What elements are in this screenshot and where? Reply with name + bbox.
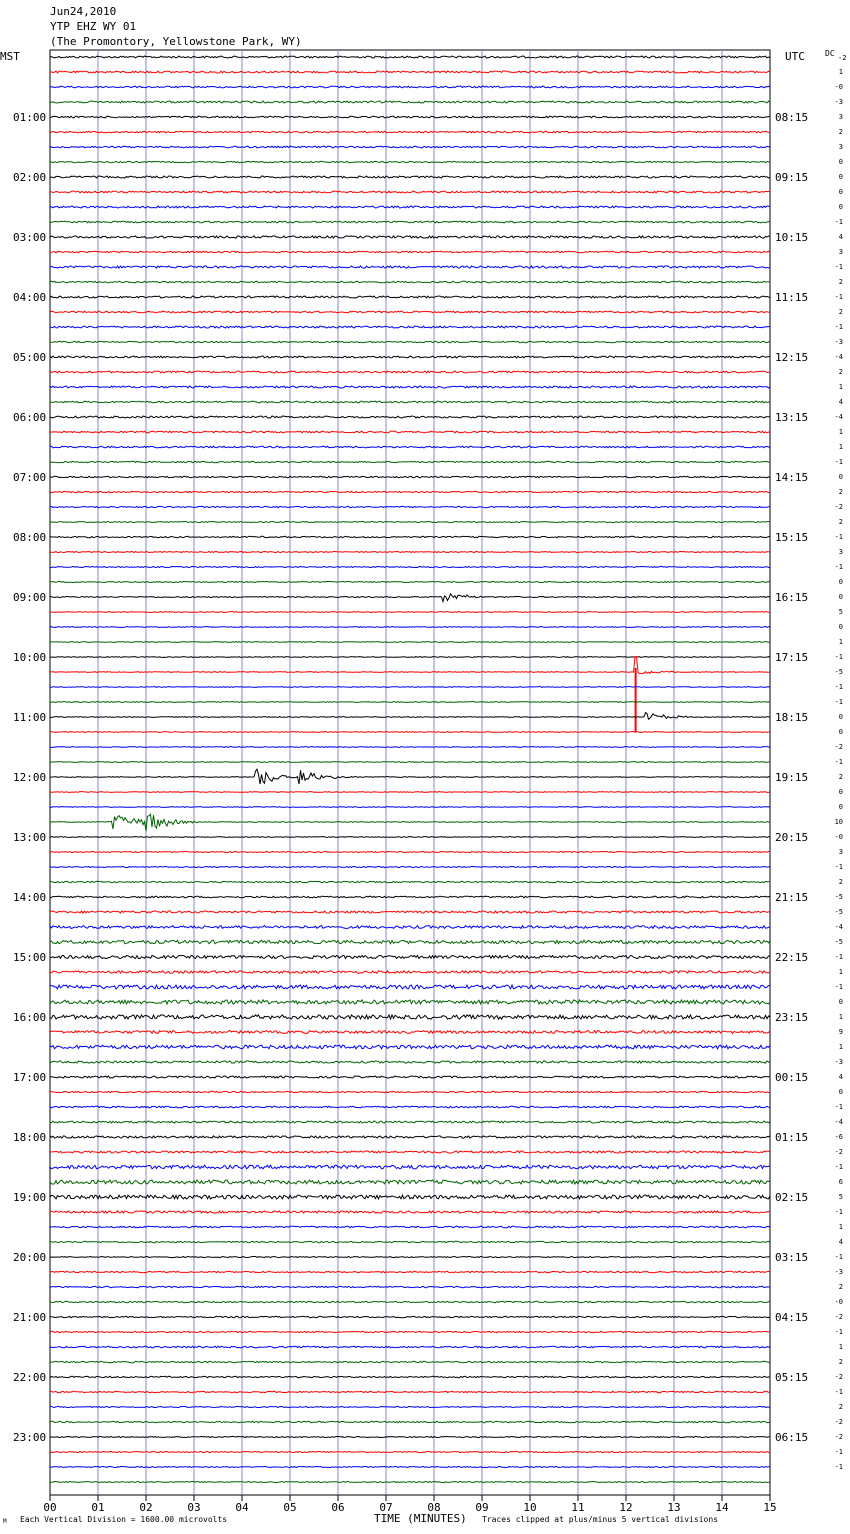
- dc-offset-value: -1: [834, 533, 844, 541]
- footer-left-mark: M: [3, 1518, 7, 1525]
- trace-row: [50, 713, 770, 720]
- dc-offset-value: 0: [838, 803, 844, 811]
- trace-row: [50, 985, 770, 989]
- dc-offset-value: -5: [834, 893, 844, 901]
- trace-row: [50, 1286, 770, 1287]
- mst-hour-label: 23:00: [13, 1431, 47, 1444]
- dc-offset-value: -1: [834, 983, 844, 991]
- dc-offset-value: 1: [838, 968, 844, 976]
- trace-row: [50, 191, 770, 193]
- dc-offset-value: -1: [834, 293, 844, 301]
- trace-row: [50, 551, 770, 552]
- utc-hour-label: 21:15: [775, 891, 809, 904]
- dc-offset-value: -1: [834, 1208, 844, 1216]
- x-tick-label: 13: [667, 1501, 681, 1514]
- trace-row: [50, 1451, 770, 1452]
- trace-row: [50, 657, 770, 674]
- x-tick-label: 10: [523, 1501, 537, 1514]
- x-tick-label: 04: [235, 1501, 249, 1514]
- dc-offset-value: 2: [838, 368, 844, 376]
- dc-offset-value: 4: [838, 1238, 844, 1246]
- trace-row: [50, 161, 770, 162]
- utc-hour-label: 02:15: [775, 1191, 809, 1204]
- trace-row: [50, 1466, 770, 1467]
- trace-row: [50, 1481, 770, 1482]
- dc-offset-value: 10: [834, 818, 844, 826]
- utc-hour-label: 15:15: [775, 531, 809, 544]
- trace-row: [50, 1391, 770, 1392]
- dc-offset-value: 2: [838, 878, 844, 886]
- trace-row: [50, 837, 770, 838]
- trace-row: [50, 807, 770, 808]
- x-tick-label: 00: [43, 1501, 57, 1514]
- dc-offset-value: 1: [838, 428, 844, 436]
- dc-offset-value: 0: [838, 173, 844, 181]
- scale-note: Each Vertical Division = 1600.00 microvolts: [20, 1515, 228, 1524]
- dc-offset-value: 0: [838, 203, 844, 211]
- trace-row: [50, 1436, 770, 1437]
- dc-offset-value: -2: [834, 743, 844, 751]
- trace-row: [50, 1045, 770, 1049]
- utc-hour-label: 13:15: [775, 411, 809, 424]
- trace-row: [50, 1000, 770, 1004]
- trace-row: [50, 1316, 770, 1317]
- trace-row: [50, 341, 770, 342]
- trace-row: [50, 266, 770, 268]
- trace-row: [50, 461, 770, 462]
- left-timezone-label: MST: [0, 50, 20, 63]
- dc-offset-value: 0: [838, 1088, 844, 1096]
- trace-row: [50, 881, 770, 882]
- trace-row: [50, 1301, 770, 1302]
- trace-row: [50, 566, 770, 567]
- dc-offset-value: 3: [838, 248, 844, 256]
- header-date: Jun24,2010: [50, 5, 117, 18]
- trace-row: [50, 911, 770, 913]
- trace-row: [50, 371, 770, 373]
- trace-row: [50, 1421, 770, 1422]
- trace-row: [50, 732, 770, 733]
- dc-offset-value: 9: [838, 1028, 844, 1036]
- trace-row: [50, 206, 770, 208]
- dc-offset-value: 0: [838, 188, 844, 196]
- utc-hour-label: 19:15: [775, 771, 809, 784]
- dc-offset-value: -3: [834, 1268, 844, 1276]
- trace-row: [50, 176, 770, 178]
- mst-hour-label: 03:00: [13, 231, 47, 244]
- mst-hour-label: 01:00: [13, 111, 47, 124]
- dc-offset-value: -5: [834, 668, 844, 676]
- utc-hour-label: 12:15: [775, 351, 809, 364]
- trace-row: [50, 769, 770, 784]
- trace-row: [50, 1015, 770, 1019]
- dc-offset-value: 0: [838, 623, 844, 631]
- dc-offset-value: 0: [838, 713, 844, 721]
- trace-row: [50, 416, 770, 418]
- utc-hour-label: 20:15: [775, 831, 809, 844]
- dc-offset-value: 0: [838, 593, 844, 601]
- dc-offset-value: 3: [838, 143, 844, 151]
- trace-row: [50, 642, 770, 643]
- dc-offset-value: 2: [838, 518, 844, 526]
- utc-hour-label: 01:15: [775, 1131, 809, 1144]
- trace-row: [50, 657, 770, 658]
- dc-offset-value: -0: [834, 1298, 844, 1306]
- trace-row: [50, 1180, 770, 1184]
- trace-row: [50, 896, 770, 898]
- dc-offset-value: -1: [834, 863, 844, 871]
- trace-row: [50, 326, 770, 328]
- x-tick-label: 02: [139, 1501, 153, 1514]
- trace-row: [50, 926, 770, 929]
- trace-row: [50, 814, 770, 831]
- trace-row: [50, 956, 770, 959]
- trace-row: [50, 1211, 770, 1213]
- dc-offset-value: 1: [838, 383, 844, 391]
- trace-row: [50, 627, 770, 628]
- trace-row: [50, 71, 770, 73]
- dc-top-value: -2: [838, 54, 847, 62]
- dc-offset-value: 4: [838, 233, 844, 241]
- trace-row: [50, 386, 770, 388]
- trace-row: [50, 1241, 770, 1242]
- utc-hour-label: 06:15: [775, 1431, 809, 1444]
- mst-hour-label: 19:00: [13, 1191, 47, 1204]
- trace-row: [50, 56, 770, 58]
- header-location: (The Promontory, Yellowstone Park, WY): [50, 35, 302, 48]
- mst-hour-label: 18:00: [13, 1131, 47, 1144]
- utc-hour-label: 04:15: [775, 1311, 809, 1324]
- mst-hour-label: 10:00: [13, 651, 47, 664]
- dc-offset-value: 3: [838, 113, 844, 121]
- dc-offset-value: 6: [838, 1178, 844, 1186]
- trace-row: [50, 866, 770, 867]
- dc-offset-value: -1: [834, 653, 844, 661]
- trace-row: [50, 536, 770, 537]
- dc-offset-value: 2: [838, 488, 844, 496]
- trace-row: [50, 521, 770, 522]
- trace-row: [50, 491, 770, 492]
- trace-row: [50, 747, 770, 748]
- trace-row: [50, 792, 770, 793]
- utc-hour-label: 14:15: [775, 471, 809, 484]
- dc-offset-value: 1: [838, 638, 844, 646]
- dc-offset-value: 1: [838, 1013, 844, 1021]
- trace-row: [50, 612, 770, 613]
- mst-hour-label: 13:00: [13, 831, 47, 844]
- trace-row: [50, 236, 770, 238]
- dc-offset-value: -4: [834, 1118, 844, 1126]
- dc-offset-value: -1: [834, 563, 844, 571]
- trace-row: [50, 1256, 770, 1257]
- utc-hour-label: 05:15: [775, 1371, 809, 1384]
- trace-row: [50, 1346, 770, 1348]
- trace-row: [50, 506, 770, 507]
- dc-offset-value: 1: [838, 1343, 844, 1351]
- trace-row: [50, 431, 770, 433]
- dc-offset-value: -1: [834, 323, 844, 331]
- trace-row: [50, 251, 770, 253]
- dc-offset-value: -0: [834, 833, 844, 841]
- dc-offset-value: 2: [838, 128, 844, 136]
- dc-offset-value: -0: [834, 83, 844, 91]
- utc-hour-label: 23:15: [775, 1011, 809, 1024]
- mst-hour-label: 14:00: [13, 891, 47, 904]
- dc-header-label: DC: [825, 49, 835, 58]
- mst-hour-label: 05:00: [13, 351, 47, 364]
- dc-offset-value: -3: [834, 338, 844, 346]
- x-tick-label: 01: [91, 1501, 105, 1514]
- dc-offset-value: -2: [834, 1433, 844, 1441]
- trace-row: [50, 1136, 770, 1138]
- dc-offset-value: -1: [834, 698, 844, 706]
- dc-offset-value: -1: [834, 1388, 844, 1396]
- utc-hour-label: 22:15: [775, 951, 809, 964]
- trace-row: [50, 1376, 770, 1377]
- dc-offset-value: -1: [834, 1463, 844, 1471]
- dc-offset-value: -1: [834, 1328, 844, 1336]
- trace-row: [50, 594, 770, 602]
- trace-row: [50, 1165, 770, 1169]
- utc-hour-label: 18:15: [775, 711, 809, 724]
- dc-offset-value: -1: [834, 263, 844, 271]
- utc-hour-label: 17:15: [775, 651, 809, 664]
- mst-hour-label: 07:00: [13, 471, 47, 484]
- mst-hour-label: 02:00: [13, 171, 47, 184]
- trace-row: [50, 1106, 770, 1108]
- dc-offset-value: 1: [838, 1223, 844, 1231]
- dc-offset-value: -1: [834, 218, 844, 226]
- dc-offset-value: 4: [838, 1073, 844, 1081]
- dc-offset-value: -1: [834, 1163, 844, 1171]
- trace-row: [50, 1031, 770, 1034]
- dc-offset-value: -2: [834, 1373, 844, 1381]
- trace-row: [50, 971, 770, 974]
- trace-row: [50, 1151, 770, 1153]
- trace-row: [50, 762, 770, 763]
- dc-offset-value: 5: [838, 1193, 844, 1201]
- dc-offset-value: -4: [834, 353, 844, 361]
- trace-row: [50, 1076, 770, 1078]
- dc-offset-value: -2: [834, 1148, 844, 1156]
- dc-offset-value: -1: [834, 1448, 844, 1456]
- dc-offset-value: 4: [838, 398, 844, 406]
- dc-offset-value: -3: [834, 1058, 844, 1066]
- trace-row: [50, 296, 770, 298]
- dc-offset-value: -4: [834, 413, 844, 421]
- dc-offset-value: 2: [838, 278, 844, 286]
- trace-row: [50, 1121, 770, 1123]
- trace-row: [50, 851, 770, 852]
- dc-offset-value: 1: [838, 68, 844, 76]
- mst-hour-label: 22:00: [13, 1371, 47, 1384]
- x-tick-label: 03: [187, 1501, 201, 1514]
- dc-offset-value: -1: [834, 683, 844, 691]
- x-tick-label: 11: [571, 1501, 585, 1514]
- trace-row: [50, 1406, 770, 1407]
- trace-row: [50, 476, 770, 477]
- mst-hour-label: 11:00: [13, 711, 47, 724]
- right-timezone-label: UTC: [785, 50, 805, 63]
- mst-hour-label: 06:00: [13, 411, 47, 424]
- dc-offset-value: -2: [834, 1418, 844, 1426]
- utc-hour-label: 09:15: [775, 171, 809, 184]
- trace-row: [50, 101, 770, 103]
- dc-offset-value: -1: [834, 758, 844, 766]
- utc-hour-label: 10:15: [775, 231, 809, 244]
- mst-hour-label: 04:00: [13, 291, 47, 304]
- dc-offset-value: -1: [834, 1103, 844, 1111]
- dc-offset-value: -4: [834, 923, 844, 931]
- dc-offset-value: 0: [838, 728, 844, 736]
- dc-offset-value: -1: [834, 458, 844, 466]
- dc-offset-value: 3: [838, 548, 844, 556]
- trace-row: [50, 281, 770, 283]
- dc-offset-value: 0: [838, 158, 844, 166]
- trace-row: [50, 116, 770, 118]
- trace-row: [50, 1091, 770, 1092]
- x-tick-label: 06: [331, 1501, 345, 1514]
- utc-hour-label: 00:15: [775, 1071, 809, 1084]
- dc-offset-value: -6: [834, 1133, 844, 1141]
- dc-offset-value: 0: [838, 788, 844, 796]
- dc-offset-value: -2: [834, 503, 844, 511]
- mst-hour-label: 20:00: [13, 1251, 47, 1264]
- mst-hour-label: 17:00: [13, 1071, 47, 1084]
- dc-offset-value: -5: [834, 938, 844, 946]
- dc-offset-value: 2: [838, 1403, 844, 1411]
- dc-offset-value: -1: [834, 1253, 844, 1261]
- header-station: YTP EHZ WY 01: [50, 20, 137, 33]
- mst-hour-label: 15:00: [13, 951, 47, 964]
- trace-row: [50, 581, 770, 582]
- seismic-traces: [50, 56, 770, 1483]
- dc-offset-value: 0: [838, 578, 844, 586]
- x-tick-label: 05: [283, 1501, 297, 1514]
- trace-row: [50, 1061, 770, 1063]
- x-tick-label: 14: [715, 1501, 729, 1514]
- mst-hour-label: 12:00: [13, 771, 47, 784]
- mst-hour-label: 16:00: [13, 1011, 47, 1024]
- x-tick-label: 07: [379, 1501, 393, 1514]
- x-tick-label: 08: [427, 1501, 441, 1514]
- dc-offset-value: -5: [834, 908, 844, 916]
- trace-row: [50, 131, 770, 133]
- clip-note: Traces clipped at plus/minus 5 vertical divisions: [482, 1515, 719, 1524]
- trace-row: [50, 311, 770, 313]
- trace-row: [50, 146, 770, 148]
- x-axis-label: TIME (MINUTES): [374, 1512, 467, 1525]
- trace-row: [50, 446, 770, 448]
- dc-offset-value: -2: [834, 1313, 844, 1321]
- mst-hour-label: 09:00: [13, 591, 47, 604]
- dc-offset-value: 2: [838, 1358, 844, 1366]
- dc-offset-value: 3: [838, 848, 844, 856]
- trace-row: [50, 702, 770, 703]
- trace-row: [50, 356, 770, 358]
- trace-row: [50, 940, 770, 943]
- trace-row: [50, 1361, 770, 1362]
- dc-offset-value: 2: [838, 308, 844, 316]
- dc-offset-value: 0: [838, 998, 844, 1006]
- mst-hour-label: 21:00: [13, 1311, 47, 1324]
- utc-hour-label: 16:15: [775, 591, 809, 604]
- x-tick-label: 15: [763, 1501, 777, 1514]
- utc-hour-label: 08:15: [775, 111, 809, 124]
- trace-row: [50, 401, 770, 403]
- dc-offset-value: 1: [838, 443, 844, 451]
- utc-hour-label: 11:15: [775, 291, 809, 304]
- dc-offset-value: -3: [834, 98, 844, 106]
- trace-row: [50, 86, 770, 88]
- trace-row: [50, 1226, 770, 1228]
- dc-offset-value: 2: [838, 1283, 844, 1291]
- x-tick-label: 09: [475, 1501, 489, 1514]
- trace-row: [50, 1195, 770, 1199]
- trace-row: [50, 221, 770, 223]
- trace-row: [50, 1331, 770, 1332]
- dc-offset-value: 2: [838, 773, 844, 781]
- dc-offset-value: 0: [838, 473, 844, 481]
- dc-offset-value: 1: [838, 1043, 844, 1051]
- x-tick-label: 12: [619, 1501, 633, 1514]
- dc-offset-value: 5: [838, 608, 844, 616]
- minute-gridlines: [98, 50, 722, 1495]
- trace-row: [50, 1271, 770, 1272]
- utc-hour-label: 03:15: [775, 1251, 809, 1264]
- trace-row: [50, 687, 770, 688]
- dc-offset-value: -1: [834, 953, 844, 961]
- mst-hour-label: 08:00: [13, 531, 47, 544]
